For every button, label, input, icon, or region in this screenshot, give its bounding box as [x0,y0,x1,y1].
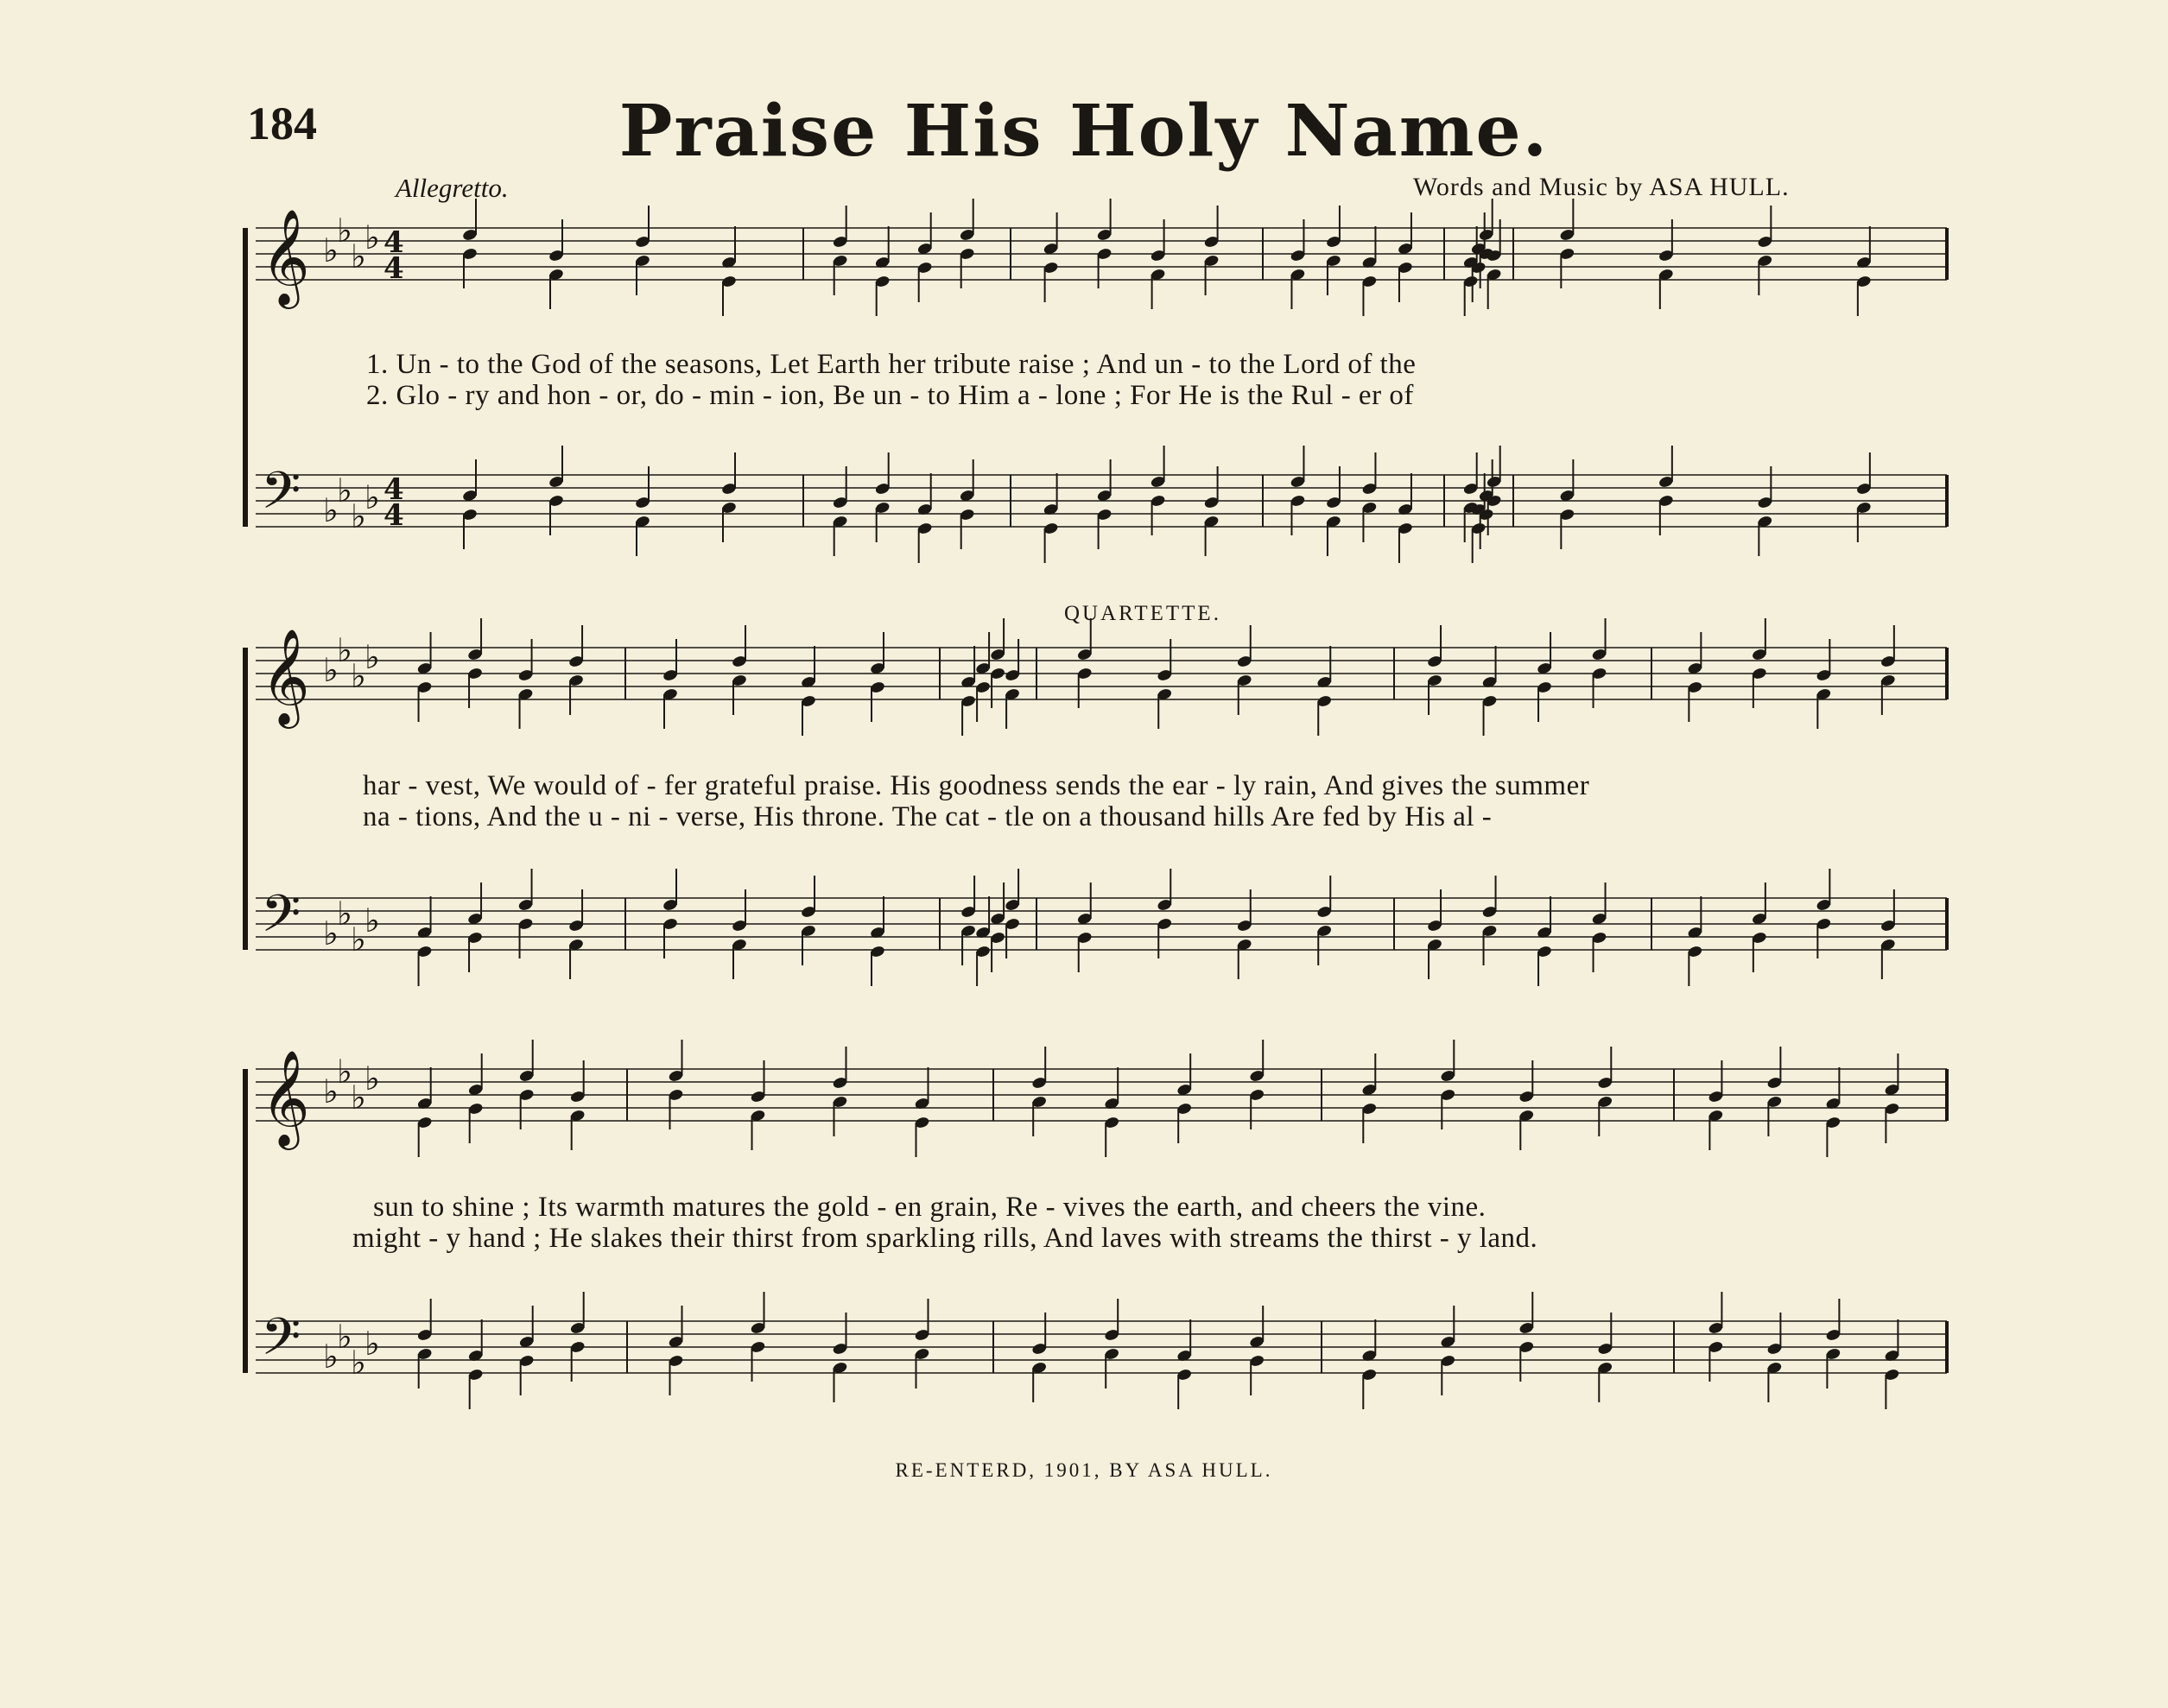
flat-icon: ♭ [323,1338,339,1376]
flat-icon: ♭ [365,638,380,676]
flat-icon: ♭ [351,657,366,695]
lyric-line-s2-v2: na - tions, And the u - ni - verse, His throne. The cat - tle on a thousand hills Are fed by His al - [363,801,1493,832]
flat-icon: ♭ [323,914,339,952]
treble-clef-icon: 𝄞 [261,628,310,724]
flat-icon: ♭ [351,1344,366,1382]
lyric-line-s3-v1: sun to shine ; Its warmth matures the gold - en grain, Re - vives the earth, and cheers the vine. [373,1192,1487,1223]
flat-icon: ♭ [365,218,380,256]
hymn-title: Praise His Holy Name. [618,90,1550,173]
time-signature-top: 4 [384,225,404,260]
flat-icon: ♭ [365,1325,380,1363]
lyric-line-s1-v1: 1. Un - to the God of the seasons, Let Earth her tribute raise ; And un - to the Lord of the [366,349,1417,380]
bass-clef-icon: 𝄢 [261,883,301,956]
treble-clef-icon: 𝄞 [261,1049,310,1146]
tempo-marking: Allegretto. [396,173,509,203]
flat-icon: ♭ [365,901,380,939]
flat-icon: ♭ [365,1060,380,1098]
flat-icon: ♭ [351,497,366,535]
flat-icon: ♭ [323,491,339,529]
time-signature-bottom: 4 [384,251,404,286]
flat-icon: ♭ [337,631,352,669]
author-credit: Words and Music by ASA HULL. [1413,173,1790,201]
flat-icon: ♭ [337,1318,352,1356]
lyric-line-s2-v1: har - vest, We would of - fer grateful praise. His goodness sends the ear - ly rain, And gives the summer [363,770,1590,801]
section-label: QUARTETTE. [1064,602,1221,625]
flat-icon: ♭ [337,895,352,933]
time-signature-top: 4 [384,472,404,507]
flat-icon: ♭ [323,231,339,269]
flat-icon: ♭ [351,920,366,958]
flat-icon: ♭ [337,471,352,509]
flat-icon: ♭ [323,651,339,689]
flat-icon: ♭ [337,1053,352,1091]
flat-icon: ♭ [351,1079,366,1117]
bass-clef-icon: 𝄢 [261,1306,301,1379]
copyright-footer: RE-ENTERD, 1901, BY ASA HULL. [895,1459,1273,1481]
flat-icon: ♭ [323,1072,339,1110]
flat-icon: ♭ [337,212,352,250]
lyric-line-s3-v2: might - y hand ; He slakes their thirst from sparkling rills, And laves with streams the thirst - y land. [352,1223,1538,1254]
page-number: 184 [247,98,317,149]
flat-icon: ♭ [365,478,380,516]
time-signature-bottom: 4 [384,498,404,533]
lyric-line-s1-v2: 2. Glo - ry and hon - or, do - min - ion, Be un - to Him a - lone ; For He is the Rul - er of [366,380,1414,411]
bass-clef-icon: 𝄢 [261,460,301,533]
treble-clef-icon: 𝄞 [261,208,310,305]
flat-icon: ♭ [351,237,366,275]
